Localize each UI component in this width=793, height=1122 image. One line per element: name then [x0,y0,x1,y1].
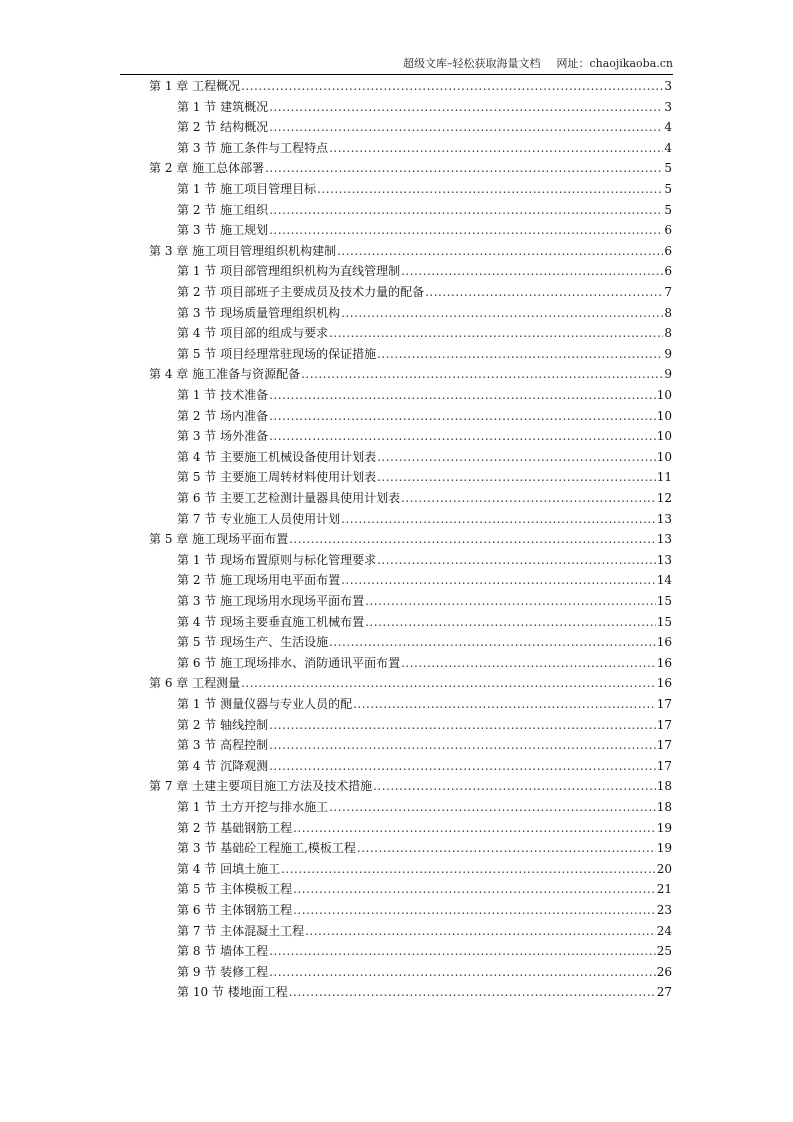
toc-leader-dots [269,735,656,756]
toc-page-number: 3 [664,99,672,114]
toc-section-entry[interactable] [177,962,672,983]
toc-entry-label: 第 2 节 基础钢筋工程 [177,820,293,835]
toc-section-entry[interactable] [177,735,672,756]
toc-entry-label: 第 2 节 轴线控制 [177,717,269,732]
toc-page-number: 18 [656,779,672,794]
toc-page-number: 24 [656,923,672,938]
toc-page-number: 19 [656,820,672,835]
toc-entry-label: 第 5 节 主体模板工程 [177,882,293,897]
toc-page-number: 27 [656,985,672,1000]
toc-page-number: 21 [656,882,672,897]
header-title: 超级文库–轻松获取海量文档 [402,57,541,70]
toc-leader-dots [241,673,656,694]
toc-entry-label: 第 7 章 土建主要项目施工方法及技术措施 [149,779,373,794]
toc-section-entry[interactable] [177,715,672,736]
toc-leader-dots [425,282,663,303]
toc-entry-label: 第 5 节 主要施工周转材料使用计划表 [177,470,377,485]
toc-page-number: 14 [656,573,672,588]
toc-section-entry[interactable] [177,426,672,447]
toc-entry-label: 第 3 节 施工条件与工程特点 [177,140,329,155]
toc-entry-label: 第 5 节 现场生产、生活设施 [177,635,329,650]
toc-section-entry[interactable] [177,97,672,118]
toc-section-entry[interactable] [177,550,672,571]
toc-page-number: 15 [656,614,672,629]
toc-leader-dots [269,715,656,736]
toc-leader-dots [293,900,656,921]
toc-chapter-entry[interactable] [149,158,672,179]
toc-section-entry[interactable] [177,859,672,880]
toc-entry-label: 第 4 节 项目部的组成与要求 [177,326,329,341]
toc-section-entry[interactable] [177,900,672,921]
toc-leader-dots [293,818,656,839]
toc-page-number: 13 [656,511,672,526]
toc-entry-label: 第 9 节 装修工程 [177,964,269,979]
toc-leader-dots [301,364,663,385]
toc-section-entry[interactable] [177,838,672,859]
toc-chapter-entry[interactable] [149,776,672,797]
toc-leader-dots [289,529,656,550]
toc-leader-dots [281,859,656,880]
toc-entry-label: 第 3 节 现场质量管理组织机构 [177,305,341,320]
toc-leader-dots [293,879,656,900]
toc-page-number: 16 [656,676,672,691]
toc-section-entry[interactable] [177,982,672,1003]
toc-leader-dots [269,756,656,777]
toc-page-number: 10 [656,429,672,444]
toc-leader-dots [337,241,663,262]
toc-page-number: 19 [656,841,672,856]
toc-page-number: 6 [664,223,672,238]
toc-entry-label: 第 2 节 施工组织 [177,202,269,217]
toc-entry-label: 第 3 章 施工项目管理组织机构建制 [149,243,337,258]
toc-section-entry[interactable] [177,941,672,962]
toc-page-number: 4 [664,140,672,155]
toc-leader-dots [289,982,656,1003]
toc-entry-label: 第 2 节 场内准备 [177,408,269,423]
toc-page-number: 16 [656,635,672,650]
toc-entry-label: 第 3 节 施工现场用水现场平面布置 [177,594,365,608]
toc-entry-label: 第 4 节 回填土施工 [177,861,281,876]
toc-page-number: 23 [656,903,672,917]
toc-section-entry[interactable] [177,117,672,138]
toc-leader-dots [269,200,663,221]
toc-entry-label: 第 4 节 沉降观测 [177,758,269,773]
toc-leader-dots [353,694,656,715]
toc-entry-label: 第 3 节 基础砼工程施工,模板工程 [177,841,356,856]
toc-leader-dots [373,776,656,797]
toc-entry-label: 第 7 节 主体混凝土工程 [177,923,305,938]
toc-section-entry[interactable] [177,818,672,839]
toc-entry-label: 第 6 章 工程测量 [149,676,241,691]
toc-chapter-entry[interactable] [149,529,672,550]
toc-section-entry[interactable] [177,282,672,303]
toc-entry-label: 第 2 章 施工总体部署 [149,161,265,176]
toc-page-number: 20 [656,861,672,876]
toc-section-entry[interactable] [177,612,672,633]
toc-leader-dots [377,344,663,365]
toc-section-entry[interactable] [177,406,672,427]
toc-entry-label: 第 3 节 高程控制 [177,738,269,753]
toc-leader-dots [401,653,656,674]
toc-page-number: 10 [656,449,672,464]
toc-section-entry[interactable] [177,694,672,715]
toc-entry-label: 第 1 章 工程概况 [149,79,241,93]
toc-leader-dots [305,921,656,942]
toc-leader-dots [269,406,656,427]
toc-entry-label: 第 4 节 现场主要垂直施工机械布置 [177,614,365,629]
toc-entry-label: 第 5 章 施工现场平面布置 [149,532,289,547]
toc-section-entry[interactable] [177,797,672,818]
toc-entry-label: 第 7 节 专业施工人员使用计划 [177,511,341,526]
toc-section-entry[interactable] [177,509,672,530]
toc-entry-label: 第 2 节 项目部班子主要成员及技术力量的配备 [177,285,425,299]
toc-section-entry[interactable] [177,591,672,612]
toc-leader-dots [269,385,656,406]
toc-section-entry[interactable] [177,323,672,344]
toc-section-entry[interactable] [177,179,672,200]
toc-leader-dots [269,97,663,118]
toc-leader-dots [317,179,663,200]
toc-section-entry[interactable] [177,447,672,468]
toc-entry-label: 第 6 节 施工现场排水、消防通讯平面布置 [177,655,401,670]
toc-section-entry[interactable] [177,632,672,653]
toc-entry-label: 第 6 节 主要工艺检测计量器具使用计划表 [177,491,401,505]
toc-leader-dots [329,138,663,159]
toc-leader-dots [377,447,656,468]
toc-leader-dots [269,220,663,241]
toc-page-number: 6 [664,243,672,258]
toc-page-number: 11 [656,470,672,485]
toc-leader-dots [269,426,656,447]
toc-page-number: 17 [656,738,672,753]
toc-entry-label: 第 6 节 主体钢筋工程 [177,903,293,917]
toc-page-number: 4 [664,120,672,135]
toc-page-number: 10 [656,408,672,423]
toc-entry-label: 第 1 节 土方开挖与排水施工 [177,800,329,814]
toc-section-entry[interactable] [177,261,672,282]
toc-section-entry[interactable] [177,879,672,900]
toc-page-number: 26 [656,964,672,979]
toc-page-number: 17 [656,697,672,711]
toc-entry-label: 第 4 节 主要施工机械设备使用计划表 [177,449,377,464]
toc-section-entry[interactable] [177,570,672,591]
toc-section-entry[interactable] [177,488,672,509]
toc-page-number: 10 [656,388,672,402]
toc-section-entry[interactable] [177,467,672,488]
toc-leader-dots [365,591,656,612]
toc-page-number: 16 [656,655,672,670]
toc-entry-label: 第 3 节 施工规划 [177,223,269,238]
page-header [0,56,673,72]
toc-leader-dots [341,570,656,591]
toc-section-entry[interactable] [177,303,672,324]
toc-leader-dots [269,117,663,138]
toc-page-number: 5 [664,202,672,217]
toc-entry-label: 第 2 节 施工现场用电平面布置 [177,573,341,588]
toc-section-entry[interactable] [177,385,672,406]
toc-entry-label: 第 1 节 测量仪器与专业人员的配 [177,697,353,711]
toc-entry-label: 第 1 节 项目部管理组织机构为直线管理制 [177,264,401,279]
toc-entry-label: 第 1 节 施工项目管理目标 [177,182,317,196]
toc-page-number: 6 [664,264,672,279]
toc-page-number: 15 [656,594,672,608]
toc-leader-dots [329,797,656,818]
toc-leader-dots [377,467,656,488]
toc-entry-label: 第 2 节 结构概况 [177,120,269,135]
toc-page-number: 9 [664,367,672,382]
toc-page-number: 18 [656,800,672,814]
toc-leader-dots [341,509,656,530]
toc-section-entry[interactable] [177,200,672,221]
toc-entry-label: 第 1 节 建筑概况 [177,99,269,114]
toc-section-entry[interactable] [177,138,672,159]
toc-page-number: 13 [656,552,672,567]
toc-page-number: 3 [664,79,672,93]
toc-section-entry[interactable] [177,921,672,942]
toc-page-number: 8 [664,326,672,341]
toc-leader-dots [341,303,663,324]
toc-page-number: 9 [664,346,672,361]
toc-page-number: 8 [664,305,672,320]
toc-leader-dots [329,632,656,653]
toc-page-number: 7 [664,285,672,299]
toc-section-entry[interactable] [177,220,672,241]
toc-leader-dots [269,941,656,962]
toc-entry-label: 第 1 节 现场布置原则与标化管理要求 [177,552,377,567]
toc-leader-dots [401,488,656,509]
toc-entry-label: 第 10 节 楼地面工程 [177,985,288,1000]
toc-entry-label: 第 1 节 技术准备 [177,388,269,402]
toc-leader-dots [269,962,656,983]
header-rule [120,74,673,75]
toc-page-number: 25 [656,944,672,959]
toc-leader-dots [401,261,663,282]
toc-entry-label: 第 4 章 施工准备与资源配备 [149,367,301,382]
toc-entry-label: 第 3 节 场外准备 [177,429,269,444]
header-website: 网址：chaojikaoba.cn [556,57,673,70]
toc-leader-dots [265,158,663,179]
toc-leader-dots [357,838,656,859]
toc-chapter-entry[interactable] [149,673,672,694]
toc-page-number: 17 [656,717,672,732]
toc-section-entry[interactable] [177,756,672,777]
toc-page-number: 13 [656,532,672,547]
toc-leader-dots [329,323,663,344]
toc-entry-label: 第 8 节 墙体工程 [177,944,269,959]
toc-chapter-entry[interactable] [149,76,672,97]
toc-page-number: 12 [656,491,672,505]
toc-section-entry[interactable] [177,344,672,365]
toc-page-number: 5 [664,182,672,196]
toc-leader-dots [241,76,663,97]
toc-leader-dots [365,612,656,633]
toc-leader-dots [377,550,656,571]
toc-page-number: 5 [664,161,672,176]
toc-page-number: 17 [656,758,672,773]
toc-chapter-entry[interactable] [149,241,672,262]
toc-entry-label: 第 5 节 项目经理常驻现场的保证措施 [177,346,377,361]
toc-chapter-entry[interactable] [149,364,672,385]
toc-section-entry[interactable] [177,653,672,674]
